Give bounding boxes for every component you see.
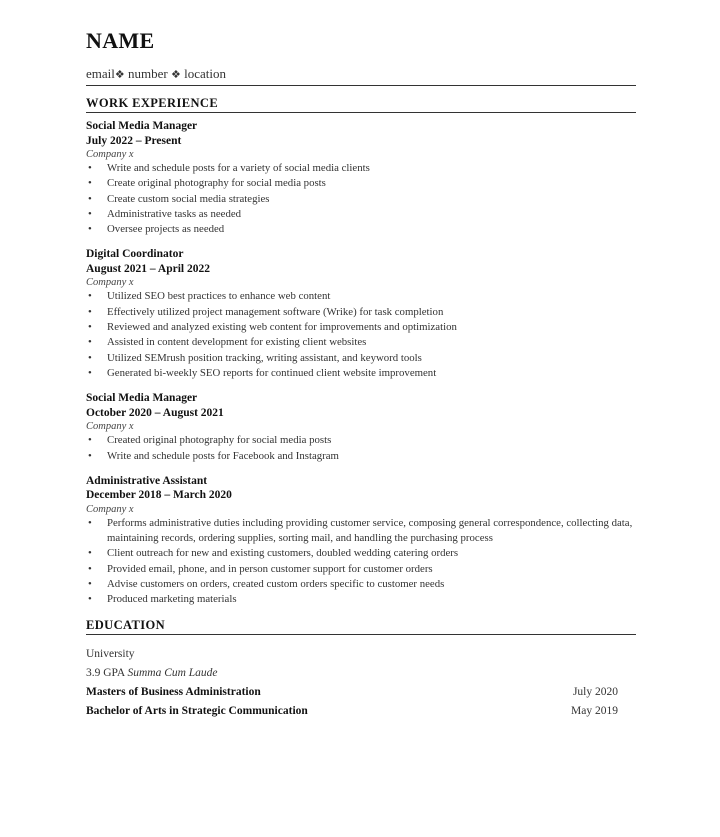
bullet-item: • Assisted in content development for existing client websites — [86, 335, 636, 350]
bullet-item: • Produced marketing materials — [86, 592, 636, 607]
contact-line — [86, 66, 636, 83]
bullet-item: • Utilized SEO best practices to enhance web content — [86, 289, 636, 304]
job-company: Company x — [86, 277, 134, 289]
diamond-separator-icon: ❖ — [114, 68, 125, 81]
bullet-item: • Administrative tasks as needed — [86, 207, 636, 222]
job-dates: October 2020 – August 2021 — [86, 406, 224, 419]
work-experience-divider — [86, 112, 636, 113]
job-title: Social Media Manager — [86, 392, 198, 405]
bullet-item: • Effectively utilized project management software (Wrike) for task completion — [86, 305, 636, 320]
education-heading: EDUCATION — [86, 617, 166, 632]
job-entry — [86, 119, 636, 237]
degree-date: May 2019 — [571, 704, 618, 717]
bullet-item: • Utilized SEMrush position tracking, writing assistant, and keyword tools — [86, 351, 636, 366]
job-entry — [86, 391, 636, 464]
work-experience-heading: WORK EXPERIENCE — [86, 96, 219, 110]
job-bullets — [86, 161, 636, 237]
education-block — [86, 645, 636, 721]
bullet-item: • Advise customers on orders, created custom orders specific to customer needs — [86, 577, 636, 592]
job-company: Company x — [86, 421, 134, 433]
job-title: Administrative Assistant — [86, 474, 208, 487]
job-dates: December 2018 – March 2020 — [86, 489, 232, 502]
job-title: Social Media Manager — [86, 120, 198, 132]
job-bullets — [86, 433, 636, 464]
bullet-item: • Oversee projects as needed — [86, 222, 636, 237]
bullet-item: • Provided email, phone, and in person customer support for customer orders — [86, 562, 636, 577]
degree-date: July 2020 — [572, 685, 618, 698]
school-name: University — [86, 647, 135, 660]
degree-row — [86, 683, 636, 702]
bullet-item: • Create original photography for social media posts — [86, 176, 636, 191]
bullet-item: • Created original photography for social media posts — [86, 433, 636, 448]
bullet-item: • Generated bi-weekly SEO reports for continued client website improvement — [86, 366, 636, 381]
contact-number: number — [128, 66, 168, 81]
degree-name: Bachelor of Arts in Strategic Communication — [86, 704, 308, 717]
bullet-item: • Write and schedule posts for a variety of social media clients — [86, 161, 636, 176]
contact-email: email — [86, 66, 115, 81]
education-divider — [86, 634, 636, 635]
job-company: Company x — [86, 503, 134, 515]
bullet-item: • Performs administrative duties including providing customer service, composing general correspondence, collecting data, maintaining records, ordering supplies, sorting mail, and handling the purchasing process — [86, 516, 636, 547]
job-dates: July 2022 – Present — [86, 134, 182, 147]
job-company: Company x — [86, 149, 134, 160]
job-bullets — [86, 289, 636, 381]
job-dates: August 2021 – April 2022 — [86, 262, 210, 275]
degree-name: Masters of Business Administration — [86, 685, 261, 698]
gpa-line — [86, 664, 636, 683]
job-entry — [86, 247, 636, 381]
degree-row — [86, 702, 636, 721]
gpa-value: 3.9 GPA — [86, 666, 125, 679]
bullet-item: • Write and schedule posts for Facebook and Instagram — [86, 449, 636, 464]
bullet-item: • Reviewed and analyzed existing web content for improvements and optimization — [86, 320, 636, 335]
job-title: Digital Coordinator — [86, 248, 184, 261]
bullet-item: • Client outreach for new and existing customers, doubled wedding catering orders — [86, 546, 636, 561]
header-divider — [86, 85, 636, 86]
work-experience-list — [86, 119, 636, 608]
candidate-name: NAME — [86, 28, 155, 53]
job-bullets — [86, 516, 636, 608]
contact-location: location — [184, 66, 226, 81]
bullet-item: • Create custom social media strategies — [86, 192, 636, 207]
honors-text: Summa Cum Laude — [127, 666, 218, 679]
diamond-separator-icon: ❖ — [170, 68, 181, 81]
job-entry — [86, 474, 636, 608]
